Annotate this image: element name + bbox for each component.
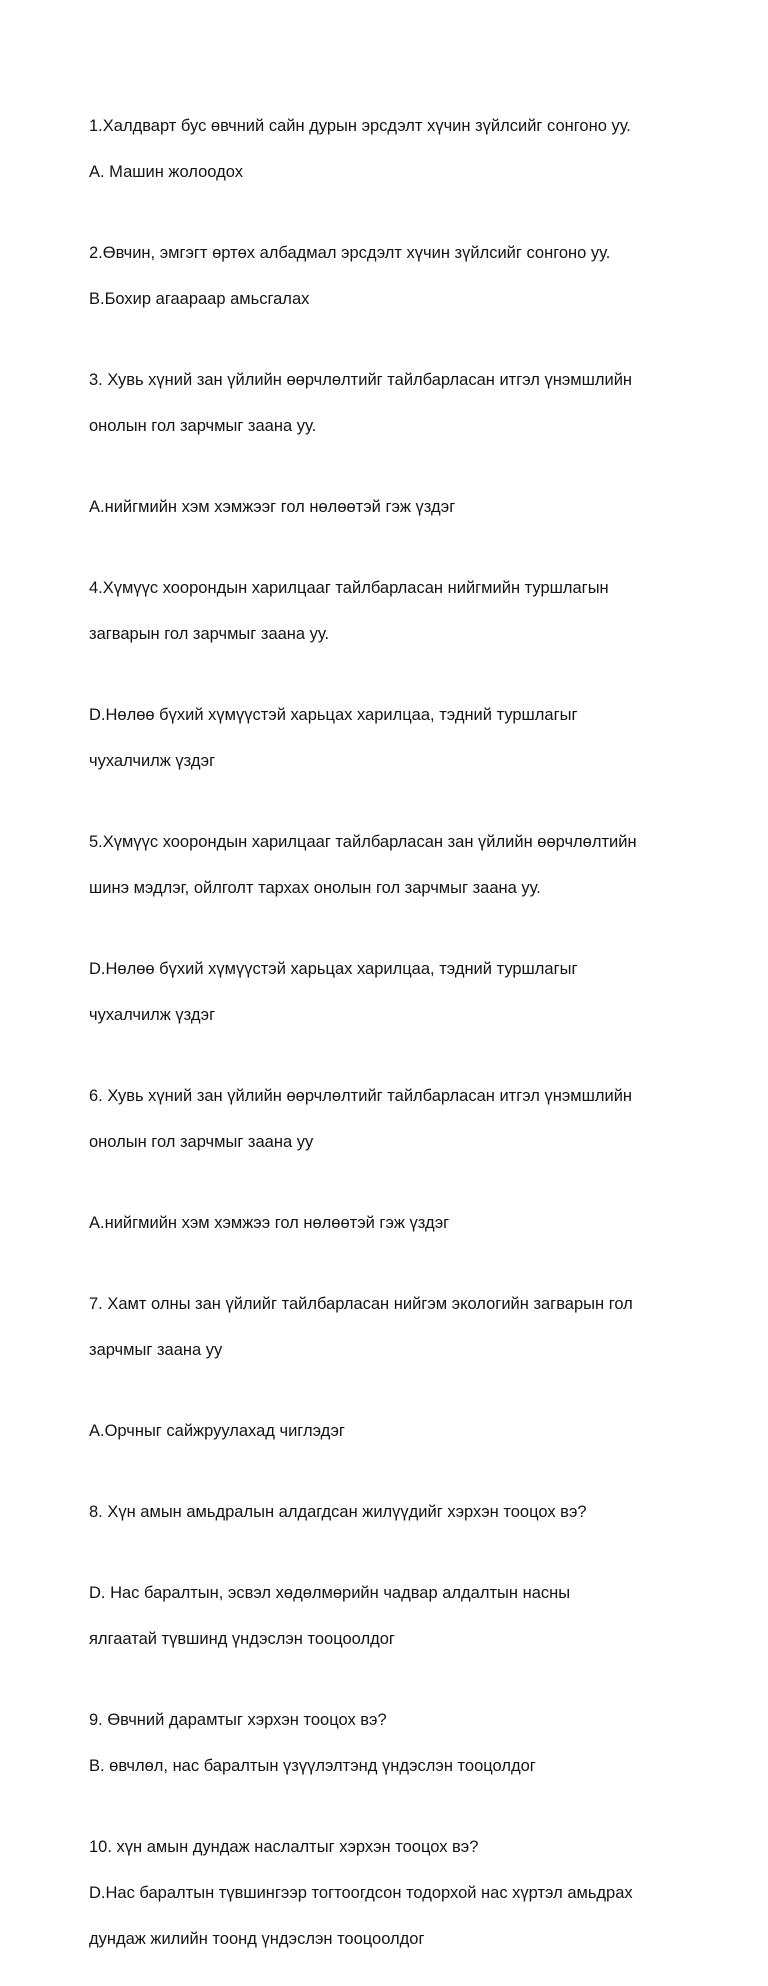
answer-text-cont: чухалчилж үздэг <box>89 1006 216 1024</box>
answer-text-cont: ялгаатай түвшинд үндэслэн тооцоолдог <box>89 1630 395 1648</box>
question-text-cont: шинэ мэдлэг, ойлголт тархах онолын гол зарчмыг заана уу. <box>89 879 541 897</box>
question-5 <box>89 808 689 923</box>
answer-text: D. Нас баралтын, эсвэл хөдөлмөрийн чадвар алдалтын насны <box>89 1584 571 1602</box>
question-6 <box>89 1062 689 1177</box>
question-text: 9. Өвчний дарамтыг хэрхэн тооцох вэ? <box>89 1711 387 1729</box>
answer-text: B. өвчлөл, нас баралтын үзүүлэлтэнд үндэслэн тооцолдог <box>89 1757 536 1775</box>
question-text: 1.Халдварт бус өвчний сайн дурын эрсдэлт хүчин зүйлсийг сонгоно уу. <box>89 117 631 135</box>
question-text: 5.Хүмүүс хоорондын харилцааг тайлбарласан зан үйлийн өөрчлөлтийн <box>89 833 637 851</box>
answer-text: A. Машин жолоодох <box>89 163 243 181</box>
answer-text: A.нийгмийн хэм хэмжээ гол нөлөөтэй гэж үздэг <box>89 1214 450 1232</box>
question-text-cont: загварын гол зарчмыг заана уу. <box>89 625 330 643</box>
document-body <box>89 92 689 1986</box>
answer-3 <box>89 473 689 542</box>
question-text-cont: зарчмыг заана уу <box>89 1341 223 1359</box>
answer-text: D.Нөлөө бүхий хүмүүстэй харьцах харилцаа, тэдний туршлагыг <box>89 706 578 724</box>
question-text: 2.Өвчин, эмгэгт өртөх албадмал эрсдэлт хүчин зүйлсийг сонгоно уу. <box>89 244 611 262</box>
answer-8 <box>89 1559 689 1674</box>
answer-text: A.нийгмийн хэм хэмжээг гол нөлөөтэй гэж үздэг <box>89 498 456 516</box>
answer-5 <box>89 935 689 1050</box>
answer-text: D.Нас баралтын түвшингээр тогтоогдсон тодорхой нас хүртэл амьдрах <box>89 1884 633 1902</box>
question-10 <box>89 1813 689 1974</box>
question-text-cont: онолын гол зарчмыг заана уу. <box>89 417 317 435</box>
question-text: 4.Хүмүүс хоорондын харилцааг тайлбарласан нийгмийн туршлагын <box>89 579 609 597</box>
question-text: 3. Хувь хүний зан үйлийн өөрчлөлтийг тайлбарласан итгэл үнэмшлийн <box>89 371 633 389</box>
answer-text: D.Нөлөө бүхий хүмүүстэй харьцах харилцаа, тэдний туршлагыг <box>89 960 578 978</box>
answer-7 <box>89 1397 689 1466</box>
answer-6 <box>89 1189 689 1258</box>
question-text: 6. Хувь хүний зан үйлийн өөрчлөлтийг тайлбарласан итгэл үнэмшлийн <box>89 1087 633 1105</box>
question-9 <box>89 1686 689 1801</box>
answer-text-cont: чухалчилж үздэг <box>89 752 216 770</box>
question-7 <box>89 1270 689 1385</box>
question-1 <box>89 92 689 207</box>
answer-text: B.Бохир агаараар амьсгалах <box>89 290 310 308</box>
question-8 <box>89 1478 689 1547</box>
answer-4 <box>89 681 689 796</box>
question-4 <box>89 554 689 669</box>
question-3 <box>89 346 689 461</box>
question-text-cont: онолын гол зарчмыг заана уу <box>89 1133 314 1151</box>
question-text: 8. Хүн амын амьдралын алдагдсан жилүүдийг хэрхэн тооцох вэ? <box>89 1503 587 1521</box>
answer-text-cont: дундаж жилийн тоонд үндэслэн тооцоолдог <box>89 1930 425 1948</box>
question-text: 7. Хамт олны зан үйлийг тайлбарласан нийгэм экологийн загварын гол <box>89 1295 633 1313</box>
question-text: 10. хүн амын дундаж наслалтыг хэрхэн тооцох вэ? <box>89 1838 479 1856</box>
question-2 <box>89 219 689 334</box>
answer-text: A.Орчныг сайжруулахад чиглэдэг <box>89 1422 345 1440</box>
